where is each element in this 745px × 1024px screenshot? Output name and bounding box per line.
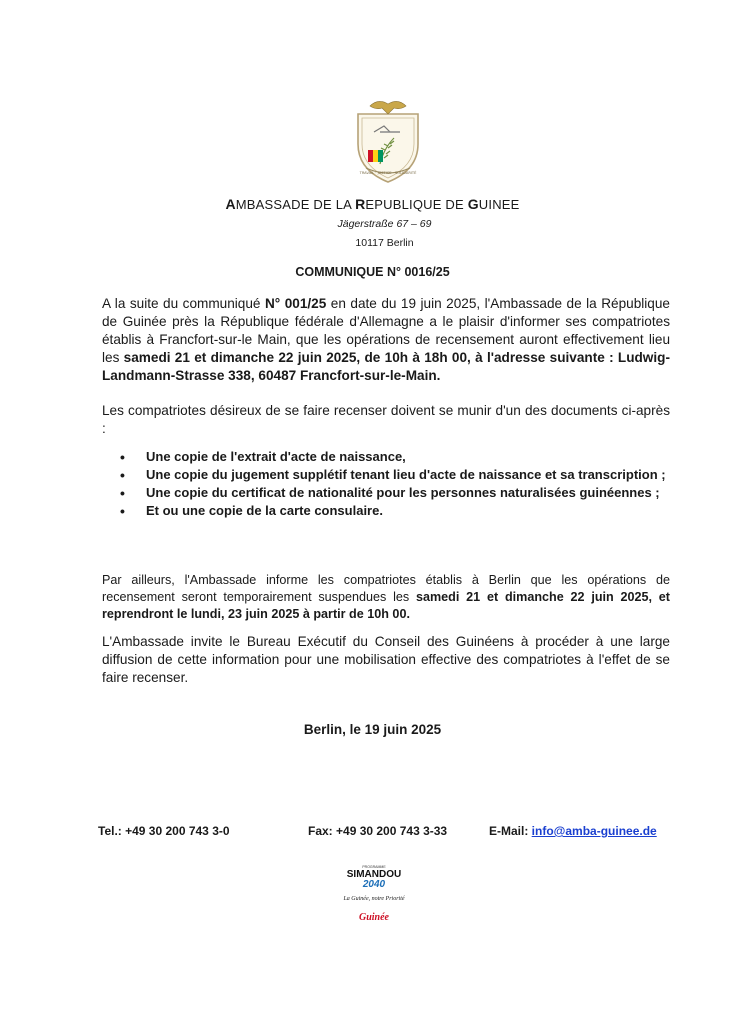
logo-year-text: 2040 <box>362 879 386 890</box>
signature-date: Berlin, le 19 juin 2025 <box>303 722 442 737</box>
intro-paragraph: A la suite du communiqué N° 001/25 en date du 19 juin 2025, l'Ambassade de la République de Guinée près la République fédérale d'Allemagne a le plaisir d'informer ses compatriotes établis à Francfort-sur-le Main, que les opérations de recensement auront effectivement lieu les samedi 21 et dimanche 22 juin 2025, de 10h à 18h 00, à l'adresse suivante : Ludwig-Landmann-Strasse 338, 60487 Francfort-sur-le-Main. <box>102 296 670 383</box>
email-link[interactable]: info@amba-guinee.de <box>531 824 657 838</box>
list-item: • Une copie du certificat de nationalité pour les personnes naturalisées guinéennes ; <box>116 485 672 501</box>
logo-program-text: PROGRAMME <box>362 865 386 869</box>
documents-intro-paragraph: Les compatriotes désireux de se faire recenser doivent se munir d'un des documents ci-après : <box>102 403 670 436</box>
phone-number: Tel.: +49 30 200 743 3-0 <box>98 824 230 838</box>
berlin-suspension-paragraph: Par ailleurs, l'Ambassade informe les compatriotes établis à Berlin que les opérations de recensement seront temporairement suspendues les samedi 21 et dimanche 22 juin 2025, et reprendront le lundi, 23 juin 2025 à partir de 10h 00. <box>102 573 670 621</box>
embassy-name: AMBASSADE DE LA REPUBLIQUE DE GUINEE <box>225 196 520 212</box>
national-emblem-icon <box>340 92 436 188</box>
address-city: 10117 Berlin <box>355 237 414 249</box>
diffusion-paragraph: L'Ambassade invite le Bureau Exécutif du Conseil des Guinéens à procéder à une large diffusion de cette information pour une mobilisation effective des compatriotes à l'effet de se faire recenser. <box>102 634 670 685</box>
svg-text:TRAVAIL · JUSTICE · SOLIDARITÉ: TRAVAIL · JUSTICE · SOLIDARITÉ <box>359 171 417 175</box>
communique-reference: N° 001/25 <box>264 296 327 311</box>
fax-number: Fax: +49 30 200 743 3-33 <box>308 824 448 838</box>
address-street: Jägerstraße 67 – 69 <box>337 218 432 230</box>
communique-title: COMMUNIQUE N° 0016/25 <box>295 265 450 279</box>
census-dates-frankfurt: samedi 21 et dimanche 22 juin 2025, de 10h à 18h 00, à l'adresse suivante : Ludwig-Landmann-Strasse 338, 60487 Francfort-sur-le-Main. <box>102 350 670 383</box>
email-contact: E-Mail: info@amba-guinee.de <box>489 824 657 838</box>
list-item: • Une copie du jugement supplétif tenant lieu d'acte de naissance et sa transcription ; <box>116 467 672 483</box>
logo-tagline-text: La Guinée, notre Priorité <box>343 896 405 902</box>
required-documents-list <box>116 449 672 521</box>
suspension-dates: samedi 21 et dimanche 22 juin 2025, et reprendront le lundi, 23 juin 2025 à partir de 10h 00. <box>102 590 670 621</box>
logo-brand-text: Guinée <box>359 912 389 923</box>
simandou-2040-logo <box>318 862 428 930</box>
list-item: • Une copie de l'extrait d'acte de naissance, <box>116 449 672 465</box>
list-item: • Et ou une copie de la carte consulaire. <box>116 503 672 519</box>
logo-name-text: SIMANDOU <box>346 869 402 880</box>
